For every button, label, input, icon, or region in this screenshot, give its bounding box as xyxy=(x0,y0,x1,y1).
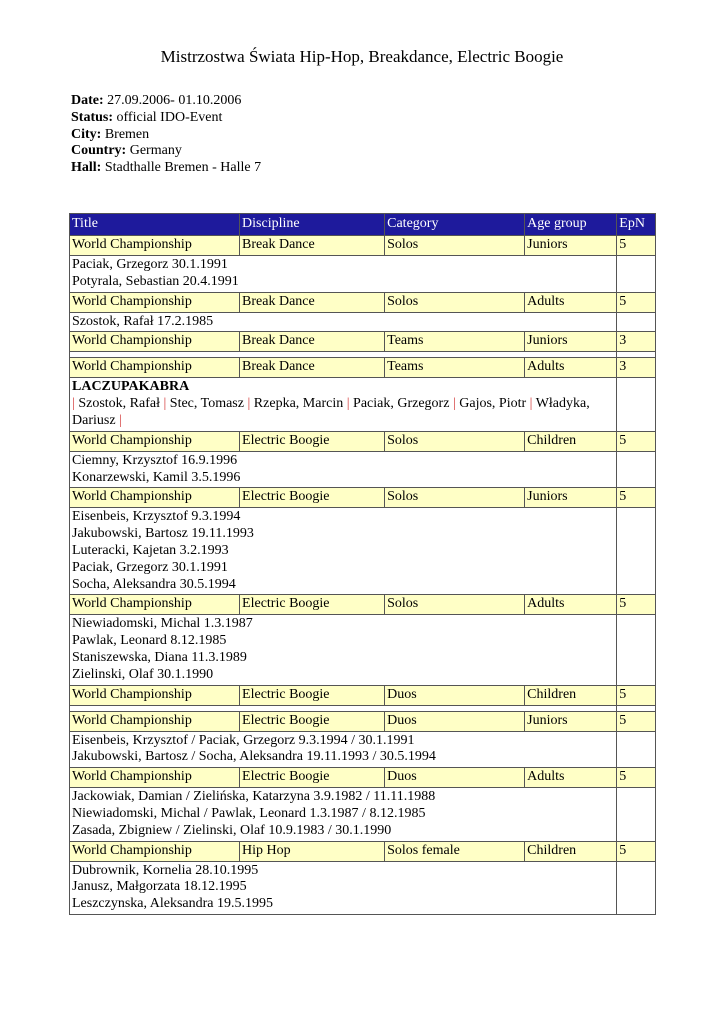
status-row xyxy=(71,110,261,127)
event-category: Solos xyxy=(385,488,525,508)
event-category: Teams xyxy=(385,332,525,352)
event-epn: 5 xyxy=(617,841,656,861)
event-title: World Championship xyxy=(70,292,240,312)
member-separator: | xyxy=(346,396,354,412)
participant-entry: Konarzewski, Kamil 3.5.1996 xyxy=(72,469,241,485)
date-row xyxy=(71,93,261,110)
participants-epn-cell xyxy=(617,508,656,595)
event-discipline: Break Dance xyxy=(240,332,385,352)
team-member: Gajos, Piotr xyxy=(459,396,527,412)
header-epn: EpN xyxy=(617,214,656,236)
event-title: World Championship xyxy=(70,768,240,788)
event-discipline: Electric Boogie xyxy=(240,685,385,705)
hall-row xyxy=(71,160,261,177)
event-age-group: Children xyxy=(525,841,617,861)
event-age-group: Adults xyxy=(525,595,617,615)
event-discipline: Electric Boogie xyxy=(240,711,385,731)
page-title: Mistrzostwa Świata Hip-Hop, Breakdance, Electric Boogie xyxy=(160,47,564,66)
member-separator: | xyxy=(247,396,254,412)
participants-epn-cell xyxy=(617,256,656,293)
event-title: World Championship xyxy=(70,488,240,508)
table-header-row xyxy=(70,214,656,236)
event-epn: 5 xyxy=(617,431,656,451)
event-title: World Championship xyxy=(70,236,240,256)
date-label: Date: xyxy=(71,93,104,108)
event-epn: 5 xyxy=(617,768,656,788)
event-title: World Championship xyxy=(70,358,240,378)
event-age-group: Juniors xyxy=(525,332,617,352)
city-row xyxy=(71,127,261,144)
event-age-group: Juniors xyxy=(525,488,617,508)
participant-entry: Jackowiak, Damian / Zielińska, Katarzyna 3.9.1982 / 11.11.1988 xyxy=(72,789,436,805)
event-epn: 5 xyxy=(617,595,656,615)
event-epn: 5 xyxy=(617,292,656,312)
participants-cell xyxy=(70,508,617,595)
participant-entry: Eisenbeis, Krzysztof 9.3.1994 xyxy=(72,509,241,525)
member-separator: | xyxy=(72,396,79,412)
participants-row xyxy=(70,451,656,488)
event-row xyxy=(70,711,656,731)
event-row xyxy=(70,358,656,378)
event-category: Teams xyxy=(385,358,525,378)
event-age-group: Juniors xyxy=(525,711,617,731)
participant-entry: Pawlak, Leonard 8.12.1985 xyxy=(72,633,227,649)
participants-epn-cell xyxy=(617,615,656,685)
header-title: Title xyxy=(70,214,240,236)
participant-entry: Janusz, Małgorzata 18.12.1995 xyxy=(72,879,247,895)
event-row xyxy=(70,488,656,508)
event-category: Solos xyxy=(385,431,525,451)
event-epn: 5 xyxy=(617,685,656,705)
city-value: Bremen xyxy=(104,126,150,142)
event-discipline: Hip Hop xyxy=(240,841,385,861)
participant-entry: Jakubowski, Bartosz / Socha, Aleksandra 19.11.1993 / 30.5.1994 xyxy=(72,749,436,765)
country-label: Country: xyxy=(71,143,127,159)
participant-entry: Leszczynska, Aleksandra 19.5.1995 xyxy=(72,896,273,912)
participant-entry: Eisenbeis, Krzysztof / Paciak, Grzegorz 9.3.1994 / 30.1.1991 xyxy=(72,732,415,748)
event-age-group: Adults xyxy=(525,768,617,788)
event-row xyxy=(70,595,656,615)
event-age-group: Children xyxy=(525,431,617,451)
event-title: World Championship xyxy=(70,685,240,705)
member-separator: | xyxy=(163,396,170,412)
event-discipline: Electric Boogie xyxy=(240,488,385,508)
participant-entry: Luteracki, Kajetan 3.2.1993 xyxy=(72,542,229,558)
event-age-group: Juniors xyxy=(525,236,617,256)
event-info xyxy=(71,93,261,177)
event-category: Duos xyxy=(385,685,525,705)
participants-row xyxy=(70,378,656,431)
participants-cell xyxy=(70,378,617,431)
event-category: Duos xyxy=(385,711,525,731)
date-value: 27.09.2006- 01.10.2006 xyxy=(107,93,242,108)
header-discipline: Discipline xyxy=(240,214,385,236)
event-row xyxy=(70,431,656,451)
event-row xyxy=(70,332,656,352)
participants-cell xyxy=(70,861,617,914)
participants-cell xyxy=(70,731,617,768)
participant-entry: Zasada, Zbigniew / Zielinski, Olaf 10.9.1983 / 30.1.1990 xyxy=(72,822,392,838)
status-label: Status: xyxy=(71,109,114,125)
event-epn: 3 xyxy=(617,332,656,352)
participants-cell xyxy=(70,451,617,488)
participants-row xyxy=(70,312,656,332)
event-age-group: Children xyxy=(525,685,617,705)
event-row xyxy=(70,768,656,788)
participants-cell xyxy=(70,788,617,841)
event-category: Solos female xyxy=(385,841,525,861)
team-member: Stec, Tomasz xyxy=(169,396,244,412)
participants-epn-cell xyxy=(617,788,656,841)
participant-entry: Jakubowski, Bartosz 19.11.1993 xyxy=(72,526,254,542)
event-row xyxy=(70,236,656,256)
event-title: World Championship xyxy=(70,595,240,615)
participant-entry: Staniszewska, Diana 11.3.1989 xyxy=(72,649,247,665)
country-value: Germany xyxy=(129,143,182,159)
team-member: Szostok, Rafał xyxy=(78,396,160,412)
event-category: Solos xyxy=(385,236,525,256)
team-member: Władyka, Dariusz xyxy=(72,396,590,428)
event-discipline: Electric Boogie xyxy=(240,768,385,788)
event-category: Solos xyxy=(385,595,525,615)
event-discipline: Electric Boogie xyxy=(240,431,385,451)
participants-epn-cell xyxy=(617,312,656,332)
hall-label: Hall: xyxy=(71,160,102,176)
team-member: Paciak, Grzegorz xyxy=(353,396,450,412)
participants-row xyxy=(70,861,656,914)
member-separator: | xyxy=(119,412,122,428)
event-epn: 5 xyxy=(617,488,656,508)
event-row xyxy=(70,841,656,861)
hall-value: Stadthalle Bremen - Halle 7 xyxy=(104,160,262,176)
city-label: City: xyxy=(71,126,102,142)
participants-cell xyxy=(70,615,617,685)
participants-row xyxy=(70,508,656,595)
member-separator: | xyxy=(452,396,460,412)
participant-entry: Niewiadomski, Michal / Pawlak, Leonard 1.3.1987 / 8.12.1985 xyxy=(72,805,426,821)
event-age-group: Adults xyxy=(525,292,617,312)
event-category: Solos xyxy=(385,292,525,312)
event-epn: 3 xyxy=(617,358,656,378)
event-category: Duos xyxy=(385,768,525,788)
event-title: World Championship xyxy=(70,711,240,731)
participant-entry: Paciak, Grzegorz 30.1.1991 xyxy=(72,559,228,575)
participants-cell xyxy=(70,312,617,332)
participants-row xyxy=(70,615,656,685)
team-member: Rzepka, Marcin xyxy=(253,396,344,412)
status-value: official IDO-Event xyxy=(116,109,223,125)
participant-entry: Niewiadomski, Michal 1.3.1987 xyxy=(72,616,253,632)
event-age-group: Adults xyxy=(525,358,617,378)
participants-row xyxy=(70,731,656,768)
team-name: LACZUPAKABRA xyxy=(72,379,190,395)
participants-epn-cell xyxy=(617,378,656,431)
participant-entry: Paciak, Grzegorz 30.1.1991 xyxy=(72,257,228,272)
header-age-group: Age group xyxy=(525,214,617,236)
participant-entry: Zielinski, Olaf 30.1.1990 xyxy=(72,666,214,682)
event-discipline: Break Dance xyxy=(240,358,385,378)
event-epn: 5 xyxy=(617,711,656,731)
participant-entry: Szostok, Rafał 17.2.1985 xyxy=(72,313,214,329)
participant-entry: Socha, Aleksandra 30.5.1994 xyxy=(72,576,236,592)
results-body xyxy=(70,236,656,915)
participants-epn-cell xyxy=(617,731,656,768)
team-members xyxy=(72,396,590,428)
event-epn: 5 xyxy=(617,236,656,256)
event-title: World Championship xyxy=(70,332,240,352)
participants-row xyxy=(70,256,656,293)
participants-row xyxy=(70,788,656,841)
event-discipline: Break Dance xyxy=(240,236,385,256)
participant-entry: Ciemny, Krzysztof 16.9.1996 xyxy=(72,452,238,468)
event-row xyxy=(70,685,656,705)
participant-entry: Dubrownik, Kornelia 28.10.1995 xyxy=(72,862,259,878)
member-separator: | xyxy=(529,396,536,412)
event-discipline: Break Dance xyxy=(240,292,385,312)
event-row xyxy=(70,292,656,312)
participant-entry: Potyrala, Sebastian 20.4.1991 xyxy=(72,273,239,289)
participants-epn-cell xyxy=(617,861,656,914)
event-title: World Championship xyxy=(70,431,240,451)
event-discipline: Electric Boogie xyxy=(240,595,385,615)
participants-epn-cell xyxy=(617,451,656,488)
participants-cell xyxy=(70,256,617,293)
country-row xyxy=(71,143,261,160)
event-title: World Championship xyxy=(70,841,240,861)
header-category: Category xyxy=(385,214,525,236)
results-table xyxy=(69,213,656,915)
